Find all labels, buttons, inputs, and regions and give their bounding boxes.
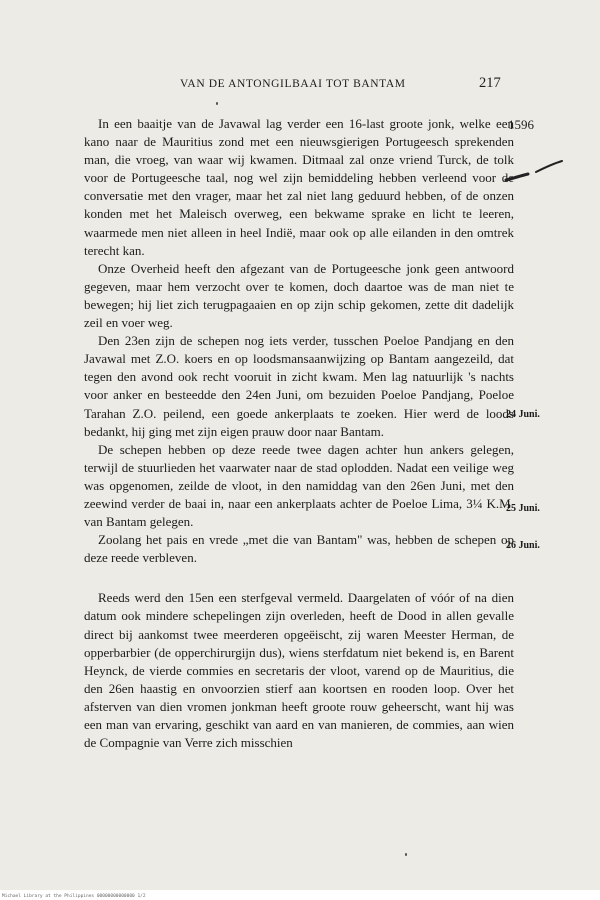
pen-mark bbox=[504, 158, 566, 188]
paragraph: Onze Overheid heeft den afgezant van de Portugeesche jonk geen antwoord gegeven, maar hem verzocht over te komen, doch daartoe was de man niet te bewegen; hij liet zich terugpagaaien en op zijn schip gekomen, zette dit dadelijk zeil en voer weg. bbox=[84, 260, 514, 331]
running-title: VAN DE ANTONGILBAAI TOT BANTAM bbox=[180, 78, 406, 90]
ink-speck bbox=[216, 102, 218, 105]
margin-date: 24 Juni. bbox=[506, 409, 540, 420]
paragraph: Zoolang het pais en vrede „met die van Bantam" was, hebben de schepen op deze reede verbleven. bbox=[84, 532, 514, 566]
margin-date: 26 Juni. bbox=[506, 540, 540, 551]
paragraph: De schepen hebben op deze reede twee dagen achter hun ankers gelegen, terwijl de stuurlieden het vaarwater naar de stad oplodden. Nadat een veilige weg was opgenomen, zeilde de vloot, in den namiddag van den 26en Juni, met den zeewind verder de baai in, naar een ankerplaats achter de Poeloe Lima, 3¼ K.M. van Bantam gelegen. bbox=[84, 441, 514, 530]
ink-speck bbox=[405, 853, 407, 856]
margin-date: 25 Juni. bbox=[506, 503, 540, 514]
paragraph: Den 23en zijn de schepen nog iets verder, tusschen Poeloe Pandjang en den Javawal met Z.O. koers en op loodsmansaanwijzing op Bantam aangezeild, dat tegen den avond ook recht vooruit in zicht kwam. Men lag natuurlijk 's nachts voor anker en besteedde den 24en Juni, om bezuiden Poeloe Pandjang, Poeloe Tarahan Z.O. peilend, een goede ankerplaats te zoeken. Hier werd de loods bedankt, hij ging met zijn eigen prauw door naar Bantam. bbox=[84, 333, 514, 439]
scan-footer bbox=[0, 890, 600, 900]
paragraph: Reeds werd den 15en een sterfgeval vermeld. Daargelaten of vóór of na dien datum ook mindere schepelingen zijn overleden, heeft de Dood in allen gevalle direct bij aankomst twee meerderen opgeëischt, zij waren Meester Herman, de opperbarbier (de opperchirurgijn dus), wiens sterfdatum niet bekend is, en Barent Heynck, de vierde commies en secretaris der vloot, varend op de Mauritius, die den 26en haastig en onvoorzien stierf aan koortsen en rooden loop. Over het afsterven van dien vromen jonkman heeft groote rouw geheerscht, want hij was een man van ervaring, geschikt van aard en van manieren, de commies, aan wien de Compagnie van Verre zich misschien bbox=[84, 590, 514, 751]
body-text bbox=[84, 115, 514, 752]
scan-credit: Michael Library at the Philippines 00000000000000 1/2 bbox=[2, 894, 146, 899]
paragraph: In een baaitje van de Javawal lag verder een 16-last groote jonk, welke een kano naar de Mauritius zond met een nieuwsgierigen Portugeesch sprekenden man, die vroeg, van waar wij kwamen. Ditmaal zal onze vriend Turck, de tolk voor de Portugeesche taal, nog wel zijn bemiddeling hebben verleend voor de conversatie met den vrager, maar het zal niet lang geduurd hebben, of de onzen konden met het Maleisch overweg, een bekwame sprake en licht te leeren, waarmede men niet alleen in heel Indië, maar ook op alle eilanden in den omtrek terecht kan. bbox=[84, 116, 514, 258]
margin-year: 1596 bbox=[508, 117, 534, 132]
page-number: 217 bbox=[479, 75, 501, 91]
page-header bbox=[0, 75, 600, 98]
